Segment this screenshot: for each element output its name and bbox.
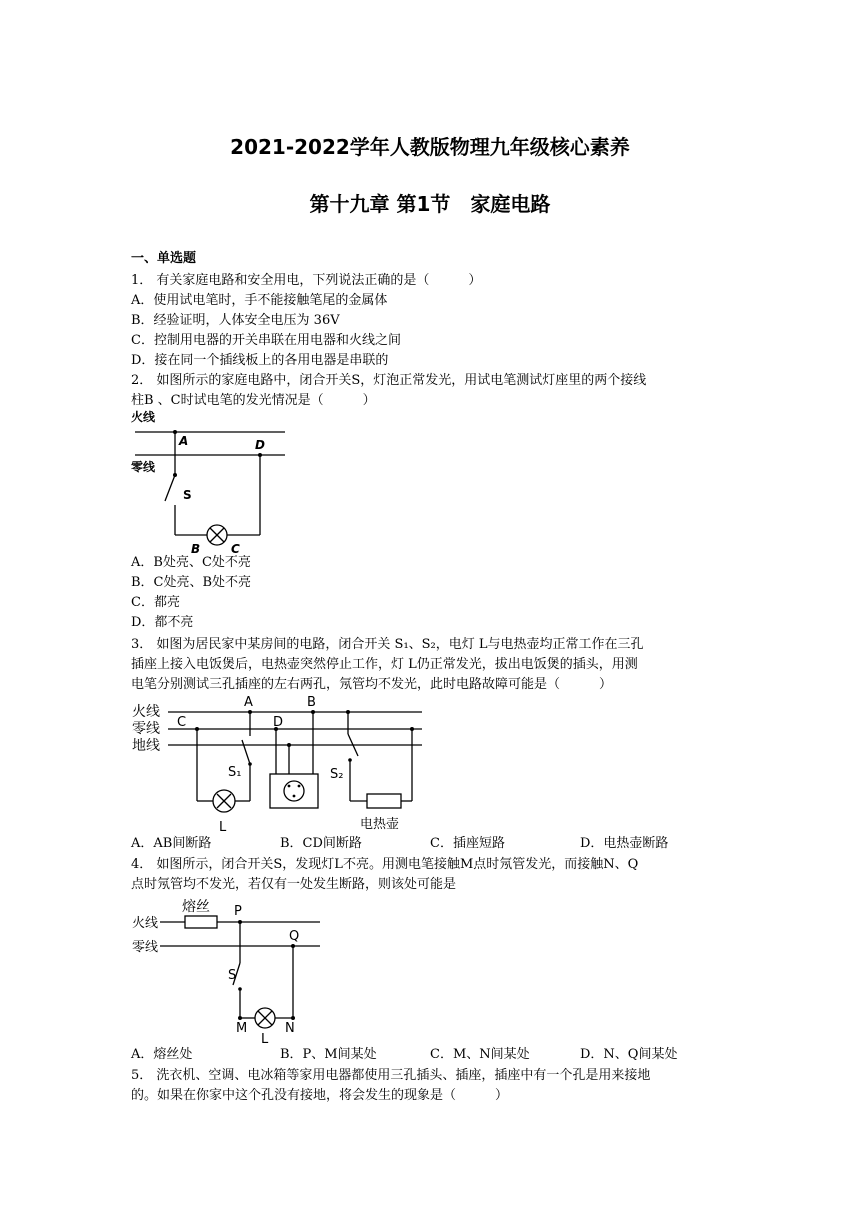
q2-option-c: C．都亮 <box>131 595 180 610</box>
q4-label-fuse: 熔丝 <box>182 899 210 915</box>
q3-label-s1: S₁ <box>228 765 242 780</box>
q4-label-live: 火线 <box>132 916 159 931</box>
q3-label-neutral: 零线 <box>132 721 160 737</box>
q3-label-d: D <box>273 715 284 730</box>
q3-label-s2: S₂ <box>330 767 344 782</box>
q5-stem-line2: 的。如果在你家中这个孔没有接地，将会发生的现象是（ ） <box>131 1088 509 1103</box>
q5-stem-line1: 5． 洗衣机、空调、电冰箱等家用电器都使用三孔插头、插座，插座中有一个孔是用来接地 <box>131 1068 651 1083</box>
q2-label-d: D <box>255 438 265 452</box>
q4-circuit-diagram <box>130 893 330 1045</box>
q2-option-d: D．都不亮 <box>131 615 194 630</box>
q1-option-b: B．经验证明，人体安全电压为 36V <box>131 313 340 328</box>
q1-option-a: A．使用试电笔时，手不能接触笔尾的金属体 <box>131 293 388 308</box>
q4-label-l: L <box>261 1032 269 1045</box>
q1-option-c: C．控制用电器的开关串联在用电器和火线之间 <box>131 333 401 348</box>
q3-option-d: D．电热壶断路 <box>580 836 669 851</box>
q2-label-a: A <box>179 434 189 448</box>
q4-label-s: S <box>228 968 237 983</box>
q3-stem-line2: 插座上接入电饭煲后，电热壶突然停止工作，灯 L仍正常发光，拔出电饭煲的插头，用测 <box>131 657 638 672</box>
q3-option-a: A．AB间断路 <box>131 836 212 851</box>
q4-label-p: P <box>234 904 242 919</box>
q2-label-neutral: 零线 <box>131 460 156 474</box>
q2-label-b: B <box>191 542 201 556</box>
q2-label-live: 火线 <box>131 410 156 424</box>
q3-option-b: B．CD间断路 <box>280 836 362 851</box>
q4-label-n: N <box>285 1021 295 1036</box>
q2-option-b: B．C处亮、B处不亮 <box>131 575 252 590</box>
q4-option-c: C．M、N间某处 <box>430 1047 530 1062</box>
q4-stem-line1: 4． 如图所示，闭合开关S，发现灯L不亮。用测电笔接触M点时氖管发光，而接触N、Q <box>131 857 639 872</box>
q3-label-b: B <box>307 695 316 710</box>
q3-stem-line3: 电笔分别测试三孔插座的左右两孔，氖管均不发光，此时电路故障可能是（ ） <box>131 677 613 692</box>
q3-label-c: C <box>177 715 187 730</box>
q3-label-ground: 地线 <box>132 738 160 754</box>
q4-option-a: A．熔丝处 <box>131 1047 193 1062</box>
q4-stem-line2: 点时氖管均不发光，若仅有一处发生断路，则该处可能是 <box>131 877 457 892</box>
q3-option-c: C．插座短路 <box>430 836 505 851</box>
q3-label-a: A <box>244 695 253 710</box>
q4-label-m: M <box>236 1021 248 1036</box>
q1-stem: 1． 有关家庭电路和安全用电，下列说法正确的是（ ） <box>131 273 482 288</box>
q2-label-s: S <box>183 488 192 502</box>
q3-label-live: 火线 <box>132 704 160 720</box>
q2-label-c: C <box>231 542 240 556</box>
chapter-title: 第十九章 第1节 家庭电路 <box>309 192 551 216</box>
q2-option-a: A．B处亮、C处不亮 <box>131 555 251 570</box>
q4-option-d: D．N、Q间某处 <box>580 1047 678 1062</box>
q3-stem-line1: 3． 如图为居民家中某房间的电路，闭合开关 S₁、S₂，电灯 L与电热壶均正常工作在三孔 <box>131 637 644 652</box>
section-heading: 一、单选题 <box>131 251 197 266</box>
q4-label-neutral: 零线 <box>132 940 159 955</box>
q2-stem-line1: 2． 如图所示的家庭电路中，闭合开关S，灯泡正常发光，用试电笔测试灯座里的两个接线 <box>131 373 647 388</box>
q2-stem-line2: 柱B 、C时试电笔的发光情况是（ ） <box>131 393 376 408</box>
q4-option-b: B．P、M间某处 <box>280 1047 377 1062</box>
q4-label-q: Q <box>289 929 300 944</box>
q1-option-d: D．接在同一个插线板上的各用电器是串联的 <box>131 353 389 368</box>
q3-label-l: L <box>219 820 227 834</box>
document-title: 2021-2022学年人教版物理九年级核心素养 <box>230 135 630 159</box>
q3-label-kettle: 电热壶 <box>360 817 400 832</box>
q2-circuit-diagram <box>125 405 295 557</box>
q3-circuit-diagram <box>130 692 430 834</box>
